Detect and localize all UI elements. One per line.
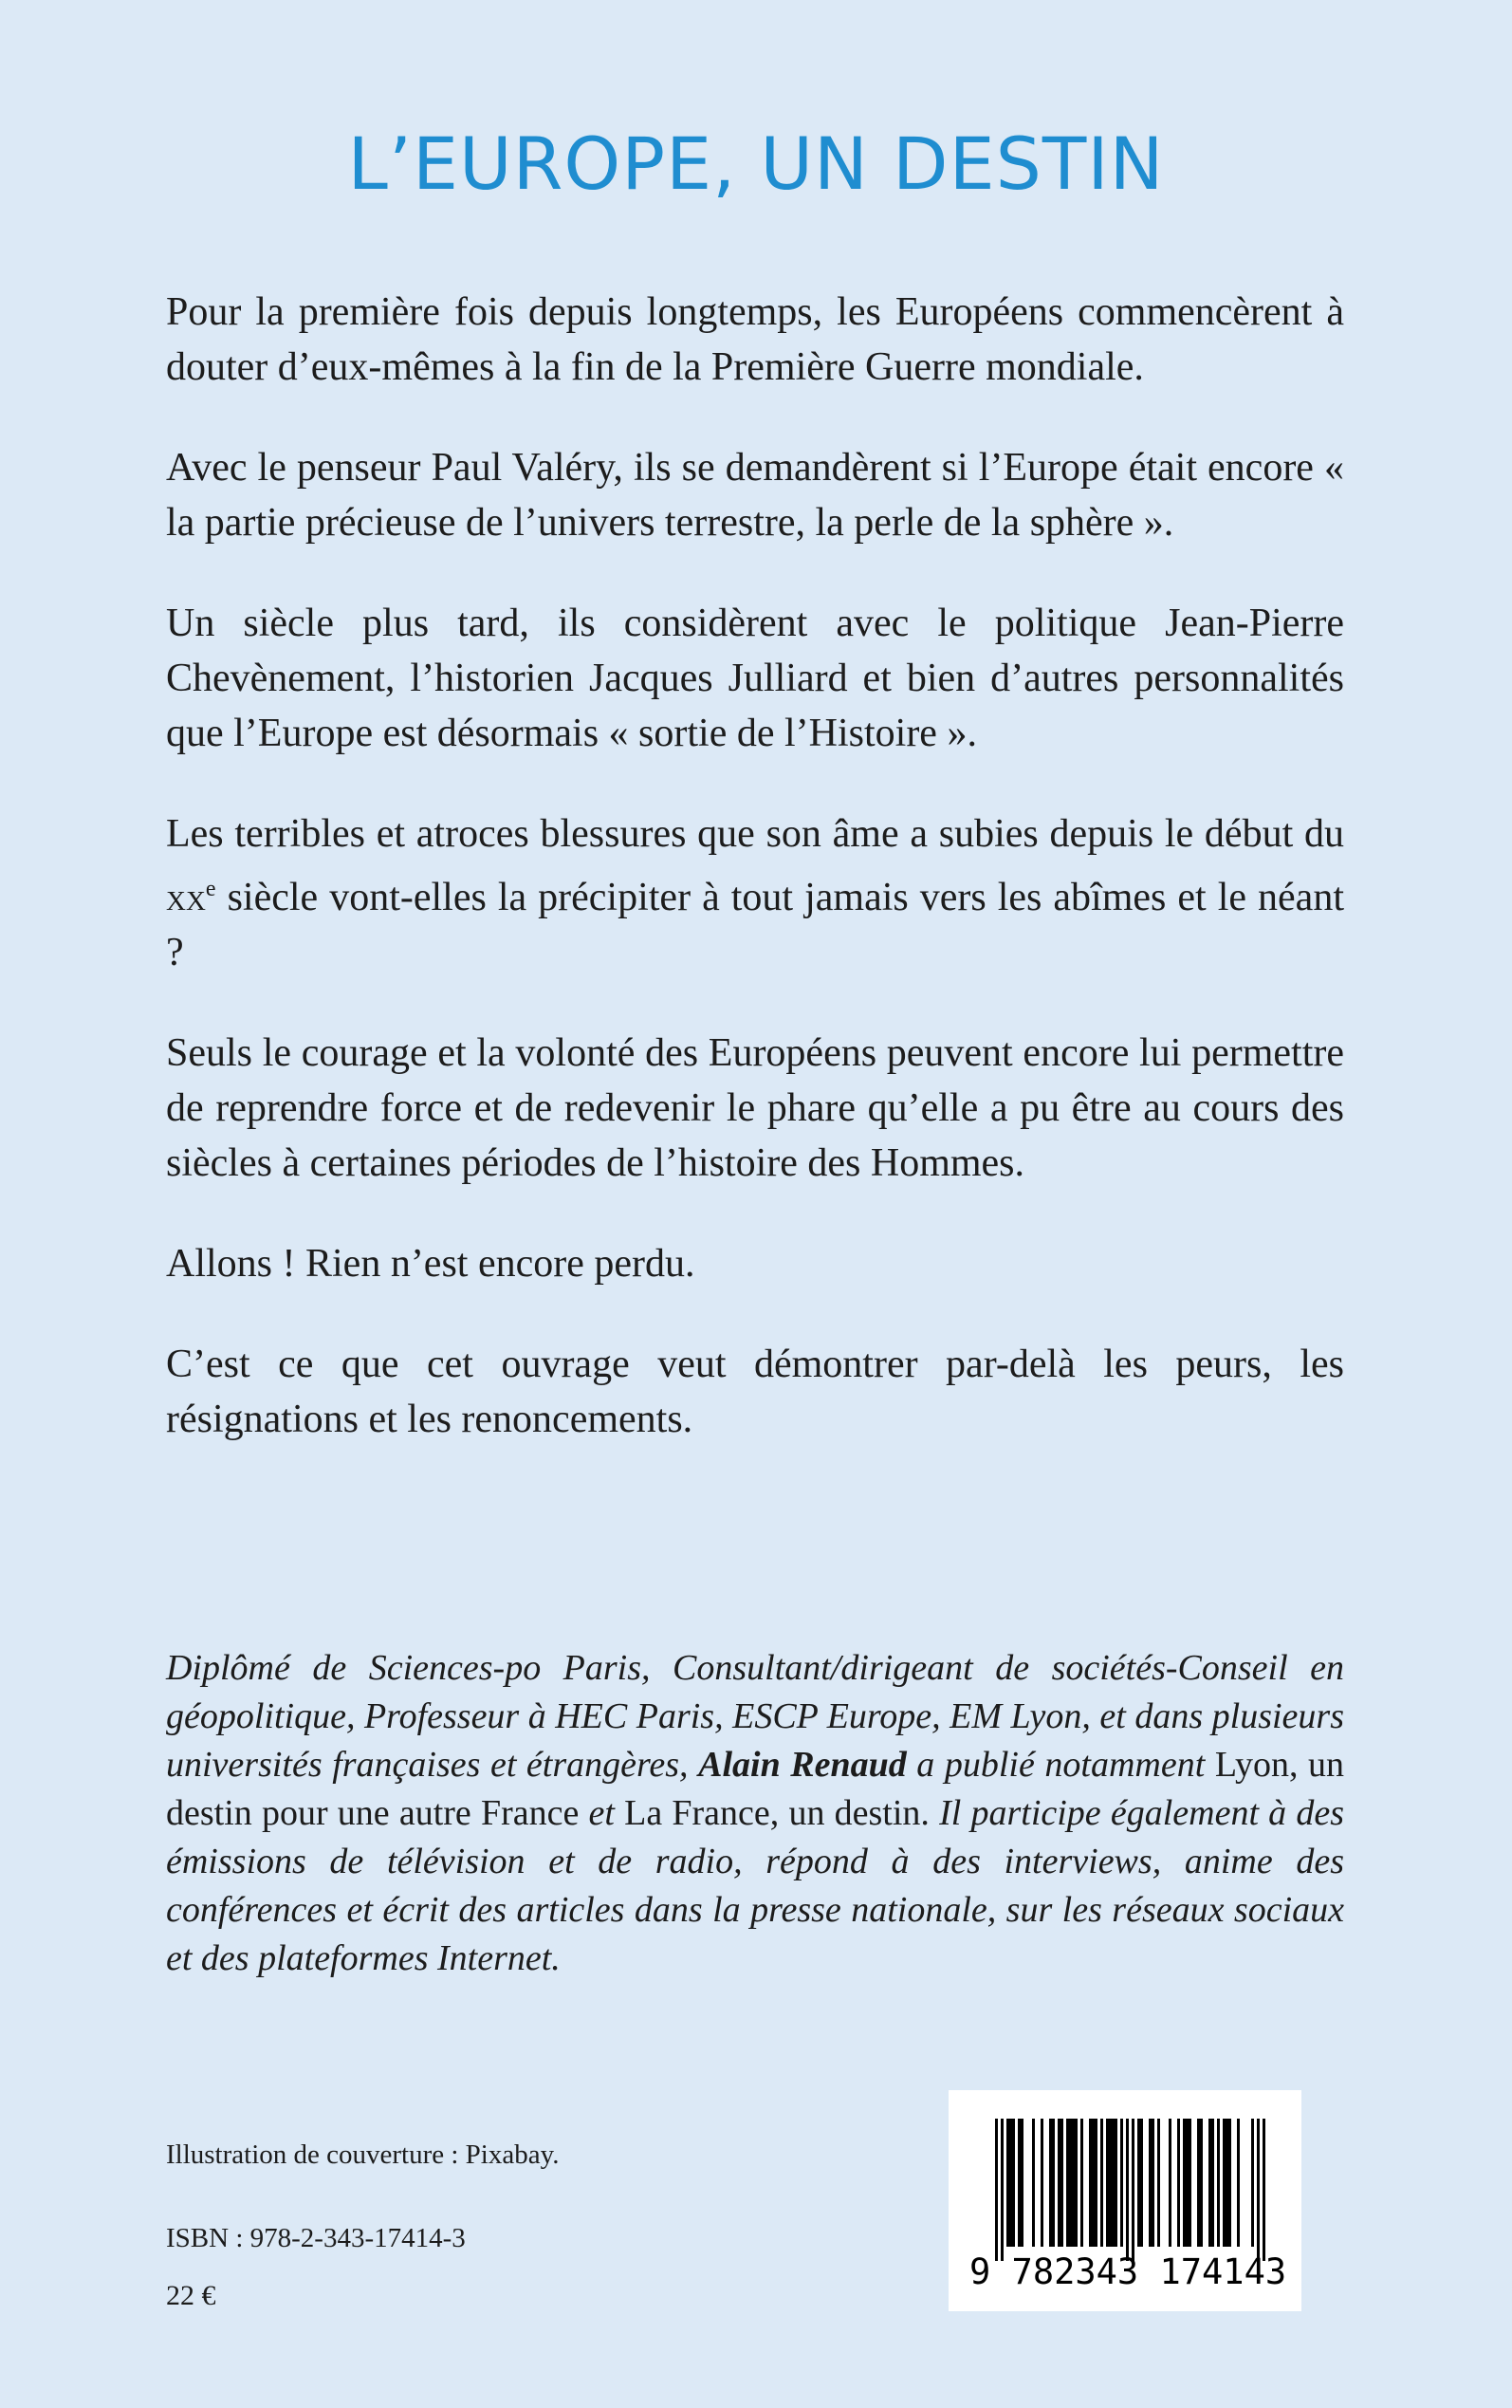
barcode-bar <box>1177 2119 1180 2247</box>
bio-text: Il participe également à des émissions de télévision et de radio, répond à des interviews, anime des conférences et écrit des articles dans la presse nationale, sur les réseaux sociaux et des plateformes Internet. <box>166 1793 1345 1978</box>
barcode-bars <box>988 2119 1273 2261</box>
barcode-bar <box>995 2119 998 2261</box>
barcode-bar <box>1080 2119 1083 2247</box>
barcode-bar <box>1132 2119 1134 2261</box>
barcode-bar <box>1069 2119 1072 2247</box>
barcode-bar <box>1152 2119 1154 2247</box>
barcode-bar <box>1018 2119 1021 2247</box>
barcode-bar <box>1009 2119 1012 2247</box>
barcode-bar <box>1052 2119 1055 2247</box>
barcode-bar <box>1106 2119 1109 2247</box>
century-numeral: xx <box>166 876 206 919</box>
barcode-bar <box>1058 2119 1060 2247</box>
blurb-paragraph: Allons ! Rien n’est encore perdu. <box>166 1242 695 1286</box>
barcode-bar <box>1257 2119 1260 2261</box>
barcode-bar <box>1263 2119 1265 2261</box>
author-name: Alain Renaud <box>698 1745 907 1785</box>
barcode-bar <box>1251 2119 1254 2247</box>
blurb-paragraph: C’est ce que cet ouvrage veut démontrer par-delà les peurs, les résignations et les renoncements. <box>166 1343 1344 1441</box>
back-cover-blurb <box>166 285 1344 1492</box>
barcode-bar <box>1095 2119 1097 2247</box>
barcode-bar <box>1041 2119 1043 2247</box>
barcode-bar <box>1109 2119 1112 2247</box>
barcode-bar <box>1137 2119 1140 2247</box>
blurb-text: siècle vont-elles la précipiter à tout jamais vers les abîmes et le néant ? <box>166 876 1344 974</box>
barcode-bar <box>1228 2119 1231 2247</box>
barcode-bar <box>1100 2119 1103 2247</box>
barcode-bar <box>1089 2119 1092 2247</box>
blurb-paragraph: Un siècle plus tard, ils considèrent avec le politique Jean-Pierre Chevènement, l’historien Jacques Julliard et bien d’autres personnalités que l’Europe est désormais « sortie de l’Histoire ». <box>166 602 1344 755</box>
barcode-bar <box>1200 2119 1203 2247</box>
barcode-bar <box>1115 2119 1117 2247</box>
barcode-bar <box>1001 2119 1004 2261</box>
price: 22 € <box>166 2280 216 2311</box>
blurb-paragraph: Seuls le courage et la volonté des Européens peuvent encore lui permettre de reprendre force et de redevenir le phare qu’elle a pu être au cours des siècles à certaines périodes de l’histoire des Hommes. <box>166 1031 1344 1185</box>
barcode-bar <box>1226 2119 1228 2247</box>
book-reference: Lyon, un destin pour une autre France <box>166 1745 1344 1833</box>
blurb-paragraph: Pour la première fois depuis longtemps, les Européens commencèrent à douter d’eux-mêmes à la fin de la Première Guerre mondiale. <box>166 290 1344 389</box>
bio-text: Diplômé de Sciences-po Paris, Consultant/dirigeant de sociétés-Conseil en géopolitique, Professeur à HEC Paris, ESCP Europe, EM Lyon, et dans plusieurs universités françaises et étrangères, <box>166 1648 1344 1785</box>
barcode-bar <box>1049 2119 1052 2247</box>
book-title: L’EUROPE, UN DESTIN <box>347 121 1165 206</box>
barcode-bar <box>1032 2119 1035 2247</box>
barcode-bar <box>1197 2119 1200 2247</box>
barcode-digits: 9 782343 174143 <box>969 2251 1287 2292</box>
author-bio <box>166 1644 1344 1983</box>
bio-text: et <box>579 1793 625 1833</box>
barcode-bar <box>1211 2119 1214 2247</box>
barcode <box>949 2090 1301 2311</box>
barcode-bar <box>1157 2119 1160 2247</box>
barcode-bar <box>1012 2119 1015 2247</box>
bio-text: a publié notamment <box>906 1745 1215 1785</box>
barcode-bar <box>1223 2119 1226 2247</box>
century-superscript: e <box>205 877 216 901</box>
barcode-bar <box>1149 2119 1152 2247</box>
barcode-bar <box>1169 2119 1171 2247</box>
author-bio-text <box>166 1644 1344 1983</box>
barcode-bar <box>1072 2119 1075 2247</box>
barcode-bar <box>1120 2119 1123 2247</box>
barcode-bar <box>1140 2119 1143 2247</box>
barcode-bar <box>1066 2119 1069 2247</box>
blurb-text: Les terribles et atroces blessures que son âme a subies depuis le début du <box>166 812 1344 856</box>
barcode-bar <box>1189 2119 1191 2247</box>
barcode-bar <box>1112 2119 1115 2247</box>
barcode-bar <box>1186 2119 1189 2247</box>
book-reference: La France, un destin. <box>624 1793 930 1833</box>
barcode-bar <box>1021 2119 1023 2247</box>
barcode-bar <box>1237 2119 1240 2247</box>
barcode-bar <box>1092 2119 1095 2247</box>
illustration-credit: Illustration de couverture : Pixabay. <box>166 2139 560 2170</box>
blurb-paragraph <box>166 806 1344 980</box>
barcode-bar <box>1183 2119 1186 2247</box>
barcode-bar <box>1126 2119 1129 2261</box>
barcode-bar <box>1208 2119 1211 2247</box>
blurb-paragraph: Avec le penseur Paul Valéry, ils se demandèrent si l’Europe était encore « la partie précieuse de l’univers terrestre, la perle de la sphère ». <box>166 446 1344 545</box>
barcode-bar <box>1060 2119 1063 2247</box>
isbn: ISBN : 978-2-343-17414-3 <box>166 2223 466 2253</box>
barcode-bar <box>1006 2119 1009 2247</box>
barcode-bar <box>1075 2119 1078 2247</box>
barcode-bar <box>1217 2119 1220 2247</box>
